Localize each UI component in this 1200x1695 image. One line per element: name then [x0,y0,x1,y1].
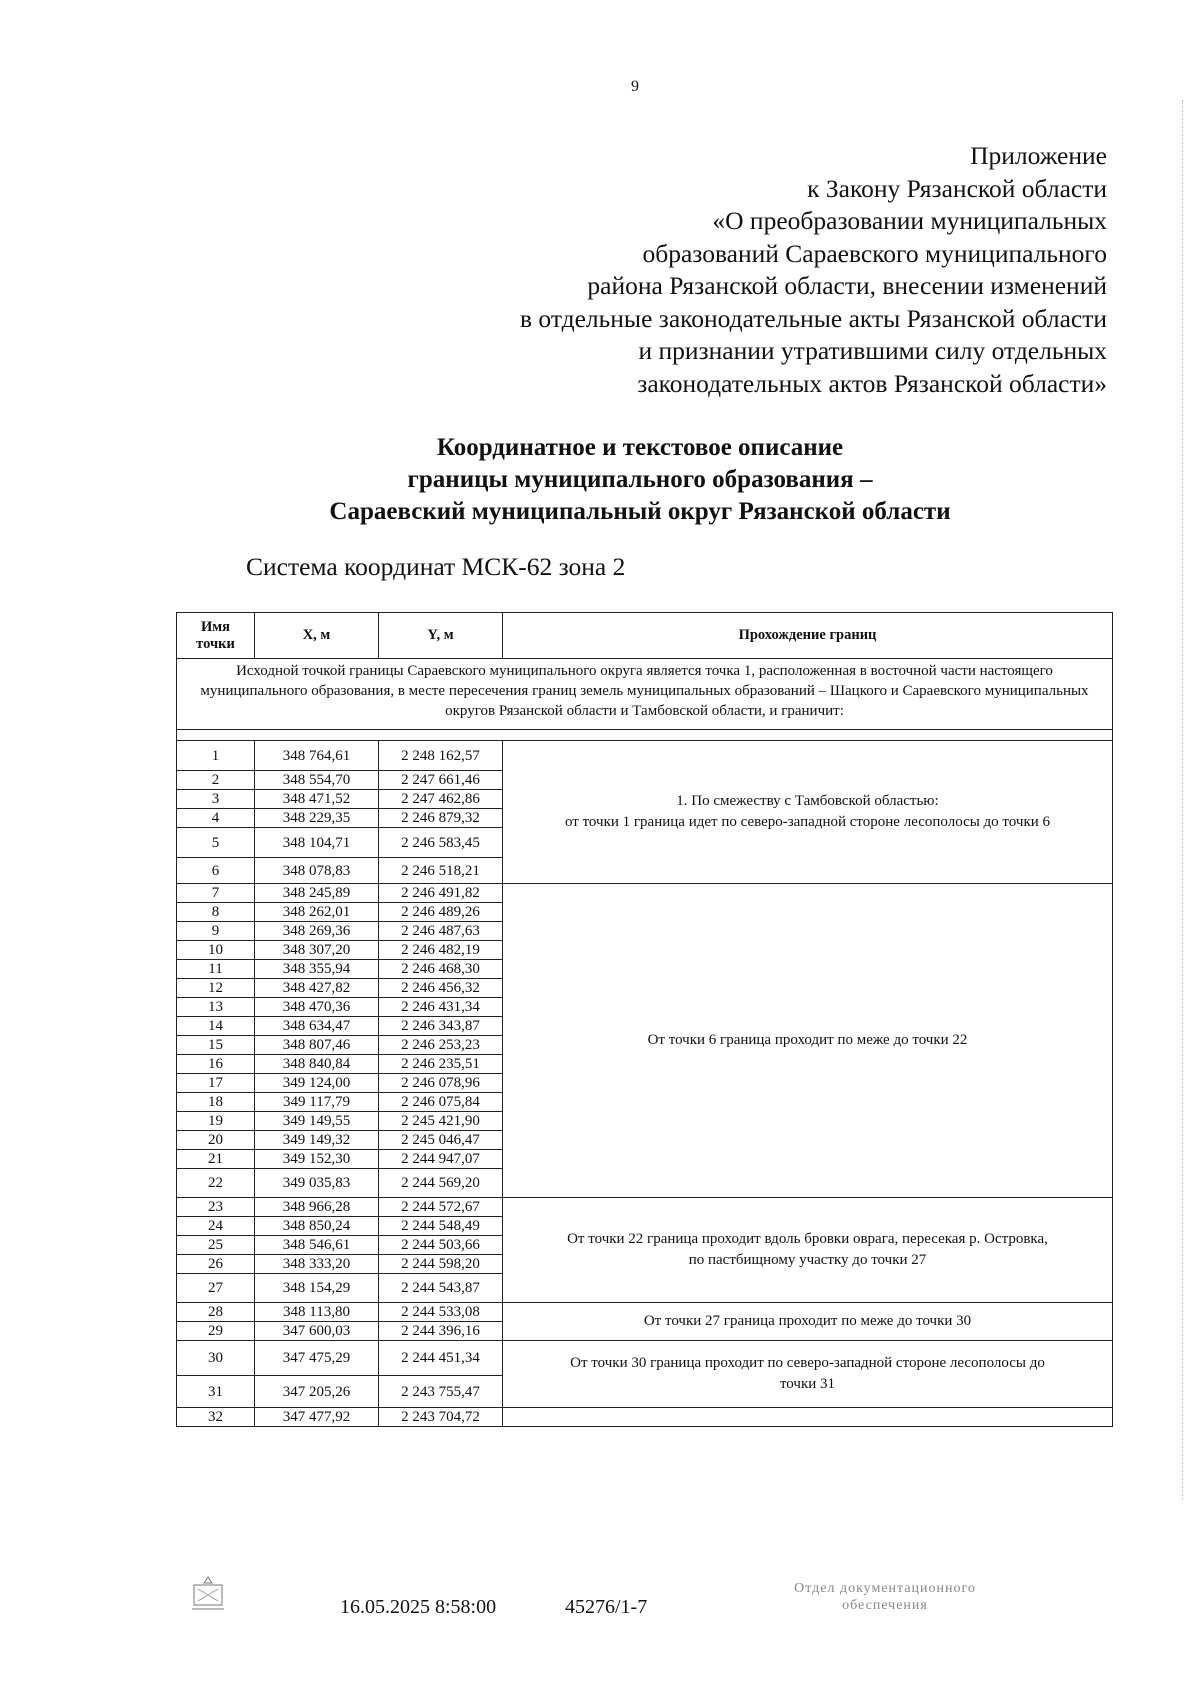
title-line: границы муниципального образования – [407,466,873,493]
y-coordinate-cell: 2 246 487,63 [379,922,503,941]
x-coordinate-cell: 349 117,79 [255,1093,379,1112]
point-name-cell: 17 [177,1074,255,1093]
boundary-segment-description [503,884,1113,1198]
intro-text: Исходной точкой границы Сараевского муниципального округа является точка 1, расположенная в восточной части настоящего муниципального образования, в месте пересечения границ земель муниципальных образований – Шацкого и Сараевского муниципальных округов Рязанской области и Тамбовской области, и граничит: [177,659,1113,730]
x-coordinate-cell: 348 269,36 [255,922,379,941]
header-x: X, м [255,613,379,659]
table-row [177,1303,1113,1322]
table-row [177,1198,1113,1217]
x-coordinate-cell: 348 427,82 [255,979,379,998]
point-name-cell: 23 [177,1198,255,1217]
point-name-cell: 31 [177,1376,255,1408]
x-coordinate-cell: 347 477,92 [255,1408,379,1427]
page-number: 9 [631,78,639,95]
x-coordinate-cell: 348 546,61 [255,1236,379,1255]
x-coordinate-cell: 348 470,36 [255,998,379,1017]
y-coordinate-cell: 2 244 548,49 [379,1217,503,1236]
segment-line: 1. По смежеству с Тамбовской областью: [676,793,939,809]
x-coordinate-cell: 348 307,20 [255,941,379,960]
y-coordinate-cell: 2 245 421,90 [379,1112,503,1131]
y-coordinate-cell: 2 247 462,86 [379,790,503,809]
y-coordinate-cell: 2 246 468,30 [379,960,503,979]
y-coordinate-cell: 2 246 343,87 [379,1017,503,1036]
scan-margin-line [1182,100,1184,1500]
x-coordinate-cell: 349 124,00 [255,1074,379,1093]
appendix-line: образований Сараевского муниципального [642,238,1107,268]
y-coordinate-cell: 2 244 533,08 [379,1303,503,1322]
x-coordinate-cell: 349 149,55 [255,1112,379,1131]
coordinate-system: Система координат МСК-62 зона 2 [246,552,626,581]
x-coordinate-cell: 347 205,26 [255,1376,379,1408]
y-coordinate-cell: 2 244 451,34 [379,1341,503,1376]
x-coordinate-cell: 349 149,32 [255,1131,379,1150]
stamp-line: обеспечения [842,1598,928,1613]
y-coordinate-cell: 2 246 235,51 [379,1055,503,1074]
appendix-line: в отдельные законодательные акты Рязанской области [520,303,1107,333]
boundary-segment-description [503,1303,1113,1341]
footer-date: 16.05.2025 8:58:00 [340,1596,497,1618]
y-coordinate-cell: 2 246 075,84 [379,1093,503,1112]
appendix-line: к Закону Рязанской области [807,173,1107,203]
point-name-cell: 20 [177,1131,255,1150]
table-row [177,741,1113,771]
x-coordinate-cell: 348 850,24 [255,1217,379,1236]
x-coordinate-cell: 348 229,35 [255,809,379,828]
y-coordinate-cell: 2 246 253,23 [379,1036,503,1055]
point-name-cell: 14 [177,1017,255,1036]
point-name-cell: 25 [177,1236,255,1255]
point-name-cell: 28 [177,1303,255,1322]
y-coordinate-cell: 2 244 543,87 [379,1274,503,1303]
point-name-cell: 9 [177,922,255,941]
y-coordinate-cell: 2 244 569,20 [379,1169,503,1198]
table-header-row [177,613,1113,659]
y-coordinate-cell: 2 243 755,47 [379,1376,503,1408]
point-name-cell: 19 [177,1112,255,1131]
document-title [200,432,1080,528]
segment-line: От точки 30 граница проходит по северо-западной стороне лесополосы до [570,1355,1045,1371]
empty-description-cell [503,1408,1113,1427]
segment-line: точки 31 [779,1376,836,1392]
appendix-header [520,140,1107,400]
point-name-cell: 13 [177,998,255,1017]
y-coordinate-cell: 2 244 396,16 [379,1322,503,1341]
table-row [177,1341,1113,1376]
title-line: Сараевский муниципальный округ Рязанской области [329,498,951,525]
y-coordinate-cell: 2 247 661,46 [379,771,503,790]
x-coordinate-cell: 348 262,01 [255,903,379,922]
header-y: Y, м [379,613,503,659]
point-name-cell: 2 [177,771,255,790]
x-coordinate-cell: 348 078,83 [255,858,379,884]
y-coordinate-cell: 2 246 518,21 [379,858,503,884]
point-name-cell: 12 [177,979,255,998]
x-coordinate-cell: 348 154,29 [255,1274,379,1303]
y-coordinate-cell: 2 244 598,20 [379,1255,503,1274]
point-name-cell: 5 [177,828,255,858]
y-coordinate-cell: 2 246 482,19 [379,941,503,960]
x-coordinate-cell: 349 035,83 [255,1169,379,1198]
point-name-cell: 10 [177,941,255,960]
emblem-icon [186,1573,230,1617]
y-coordinate-cell: 2 244 572,67 [379,1198,503,1217]
point-name-cell: 15 [177,1036,255,1055]
boundary-segment-description [503,741,1113,884]
point-name-cell: 6 [177,858,255,884]
segment-line: От точки 22 граница проходит вдоль бровки оврага, пересекая р. Островка, [567,1231,1048,1247]
y-coordinate-cell: 2 246 456,32 [379,979,503,998]
appendix-line: района Рязанской области, внесении изменений [587,271,1107,300]
point-name-cell: 21 [177,1150,255,1169]
point-name-cell: 7 [177,884,255,903]
segment-line: от точки 1 граница идет по северо-западной стороне лесополосы до точки 6 [564,814,1051,830]
x-coordinate-cell: 347 600,03 [255,1322,379,1341]
x-coordinate-cell: 348 764,61 [255,741,379,771]
appendix-line: «О преобразовании муниципальных [712,206,1107,235]
x-coordinate-cell: 348 807,46 [255,1036,379,1055]
y-coordinate-cell: 2 245 046,47 [379,1131,503,1150]
point-name-cell: 22 [177,1169,255,1198]
segment-line: От точки 27 граница проходит по меже до точки 30 [643,1313,972,1329]
intro-row [177,659,1113,730]
x-coordinate-cell: 348 333,20 [255,1255,379,1274]
x-coordinate-cell: 348 355,94 [255,960,379,979]
x-coordinate-cell: 348 966,28 [255,1198,379,1217]
segment-line: по пастбищному участку до точки 27 [688,1252,927,1268]
boundary-table [176,612,1113,1427]
y-coordinate-cell: 2 246 879,32 [379,809,503,828]
y-coordinate-cell: 2 243 704,72 [379,1408,503,1427]
y-coordinate-cell: 2 246 078,96 [379,1074,503,1093]
x-coordinate-cell: 348 554,70 [255,771,379,790]
header-description: Прохождение границ [503,613,1113,659]
boundary-segment-description [503,1341,1113,1408]
x-coordinate-cell: 348 104,71 [255,828,379,858]
point-name-cell: 18 [177,1093,255,1112]
point-name-cell: 30 [177,1341,255,1376]
y-coordinate-cell: 2 246 431,34 [379,998,503,1017]
title-line: Координатное и текстовое описание [436,434,844,461]
appendix-line: законодательных актов Рязанской области» [637,368,1107,398]
y-coordinate-cell: 2 244 947,07 [379,1150,503,1169]
table-row [177,1408,1113,1427]
point-name-cell: 27 [177,1274,255,1303]
appendix-line: Приложение [970,141,1107,170]
y-coordinate-cell: 2 244 503,66 [379,1236,503,1255]
stamp-line: Отдел документационного [794,1581,976,1596]
x-coordinate-cell: 349 152,30 [255,1150,379,1169]
point-name-cell: 24 [177,1217,255,1236]
point-name-cell: 29 [177,1322,255,1341]
y-coordinate-cell: 2 246 583,45 [379,828,503,858]
y-coordinate-cell: 2 246 489,26 [379,903,503,922]
x-coordinate-cell: 348 245,89 [255,884,379,903]
point-name-cell: 3 [177,790,255,809]
appendix-line: и признании утратившими силу отдельных [638,336,1107,365]
point-name-cell: 16 [177,1055,255,1074]
x-coordinate-cell: 348 113,80 [255,1303,379,1322]
department-stamp [740,1580,1030,1614]
point-name-cell: 11 [177,960,255,979]
point-name-cell: 26 [177,1255,255,1274]
y-coordinate-cell: 2 246 491,82 [379,884,503,903]
point-name-cell: 4 [177,809,255,828]
point-name-cell: 32 [177,1408,255,1427]
x-coordinate-cell: 348 840,84 [255,1055,379,1074]
y-coordinate-cell: 2 248 162,57 [379,741,503,771]
x-coordinate-cell: 347 475,29 [255,1341,379,1376]
header-point: Имя точки [177,613,255,659]
table-body [177,741,1113,1427]
point-name-cell: 1 [177,741,255,771]
table-row [177,884,1113,903]
point-name-cell: 8 [177,903,255,922]
x-coordinate-cell: 348 471,52 [255,790,379,809]
spacer-row [177,730,1113,741]
segment-line: От точки 6 граница проходит по меже до точки 22 [647,1032,968,1048]
boundary-segment-description [503,1198,1113,1303]
footer-document-code: 45276/1-7 [565,1596,648,1618]
x-coordinate-cell: 348 634,47 [255,1017,379,1036]
